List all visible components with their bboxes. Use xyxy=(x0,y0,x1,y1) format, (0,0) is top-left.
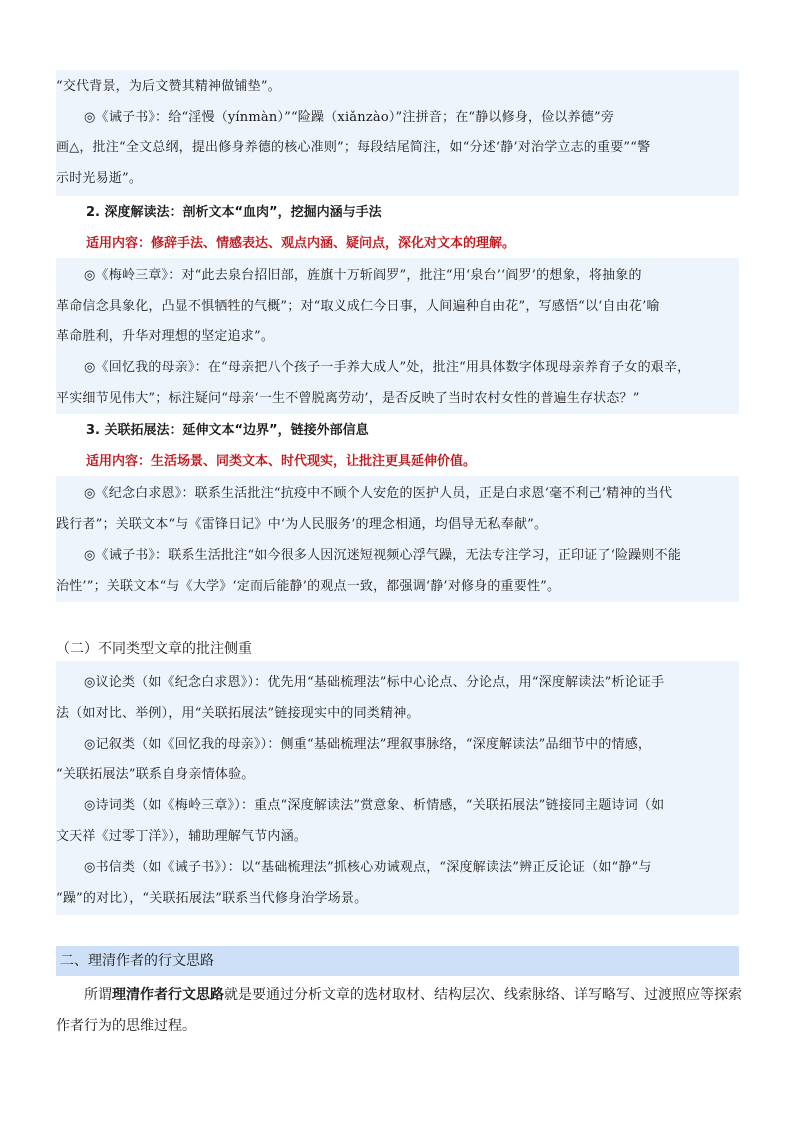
annotation-box-article-types xyxy=(56,661,739,915)
annotation-box-extension-examples xyxy=(56,476,739,602)
text-line: ◎《诫子书》：给“淫慢（yínmàn）”“险躁（xiǎnzào）”注拼音；在“静以修身，俭以养德”旁 xyxy=(84,110,615,125)
applicable-content-deep-reading: 适用内容：修辞手法、情感表达、观点内涵、疑问点，深化对文本的理解。 xyxy=(86,236,516,251)
text-line: 治性’”；关联文本“与《大学》‘定而后能静’的观点一致，都强调‘静’对修身的重要性”。 xyxy=(56,579,561,594)
text-line: “关联拓展法”联系自身亲情体验。 xyxy=(56,767,255,782)
text-line: 示时光易逝”。 xyxy=(56,171,143,186)
text-line: “躁”的对比），“关联拓展法”联系当代修身治学场景。 xyxy=(56,891,368,906)
text-line: ◎《诫子书》：联系生活批注“如今很多人因沉迷短视频心浮气躁，无法专注学习，正印证了‘险躁则不能 xyxy=(84,548,682,563)
text-line: 平实细节见伟大”；标注疑问“母亲‘一生不曾脱离劳动’，是否反映了当时农村女性的普遍生存状态？” xyxy=(56,391,640,406)
text-line: 文天祥《过零丁洋》），辅助理解气节内涵。 xyxy=(56,829,308,844)
text-line: 画△，批注“全文总纲，提出修身养德的核心准则”；每段结尾简注，如“分述‘静’对治学立志的重要”“警 xyxy=(56,140,651,155)
text-line: 践行者”；关联文本“与《雷锋日记》中‘为人民服务’的理念相通，均倡导无私奉献”。 xyxy=(56,517,548,532)
method-heading-extension: 3. 关联拓展法：延伸文本“边界”，链接外部信息 xyxy=(86,423,369,438)
text-line: ◎议论类（如《纪念白求恩》）：优先用“基础梳理法”标中心论点、分论点，用“深度解读法”析论证手 xyxy=(84,675,665,690)
text-line: ◎《梅岭三章》：对“此去泉台招旧部，旌旗十万斩阎罗”，批注“用‘泉台’‘阎罗’的想象，将抽象的 xyxy=(84,268,642,283)
key-term: 理清作者行文思路 xyxy=(112,987,224,1003)
text-line: ◎《回忆我的母亲》：在“母亲把八个孩子一手养大成人”处，批注“用具体数字体现母亲养育子女的艰辛， xyxy=(84,360,691,375)
text-line: ◎《纪念白求恩》：联系生活批注“抗疫中不顾个人安危的医护人员，正是白求恩‘毫不利己’精神的当代 xyxy=(84,486,673,501)
text-line: ◎诗词类（如《梅岭三章》）：重点“深度解读法”赏意象、析情感，“关联拓展法”链接同主题诗词（如 xyxy=(84,798,665,813)
body-rest: 就是要通过分析文章的选材取材、结构层次、线索脉络、详写略写、过渡照应等探索 xyxy=(224,987,742,1003)
body-paragraph-line: 作者行为的思维过程。 xyxy=(56,1018,196,1034)
text-line: 革命信念具象化，凸显不惧牺牲的气概”；对“取义成仁今日事，人间遍种自由花”，写感悟“以‘自由花’喻 xyxy=(56,299,660,314)
method-heading-deep-reading: 2. 深度解读法：剖析文本“血肉”，挖掘内涵与手法 xyxy=(86,205,382,220)
text-line: ◎书信类（如《诫子书》）：以“基础梳理法”抓核心劝诫观点，“深度解读法”辨正反论证（如“静”与 xyxy=(84,860,652,875)
body-paragraph-line xyxy=(56,981,767,1009)
subsection-heading: （二）不同类型文章的批注侧重 xyxy=(56,641,252,657)
text-line: 法（如对比、举例），用“关联拓展法”链接现实中的同类精神。 xyxy=(56,706,420,721)
text-line: 革命胜利，升华对理想的坚定追求”。 xyxy=(56,329,275,344)
text-line: ◎记叙类（如《回忆我的母亲》）：侧重“基础梳理法”理叙事脉络，“深度解读法”品细节中的情感， xyxy=(84,737,652,752)
text-line: “交代背景，为后文赞其精神做铺垫”。 xyxy=(56,79,281,94)
annotation-box-deep-examples xyxy=(56,258,739,414)
annotation-box-basic-examples xyxy=(56,70,739,196)
section-title-bar: 二、理清作者的行文思路 xyxy=(56,946,739,976)
applicable-content-extension: 适用内容：生活场景、同类文本、时代现实，让批注更具延伸价值。 xyxy=(86,454,477,469)
body-prefix: 所谓 xyxy=(84,987,112,1003)
